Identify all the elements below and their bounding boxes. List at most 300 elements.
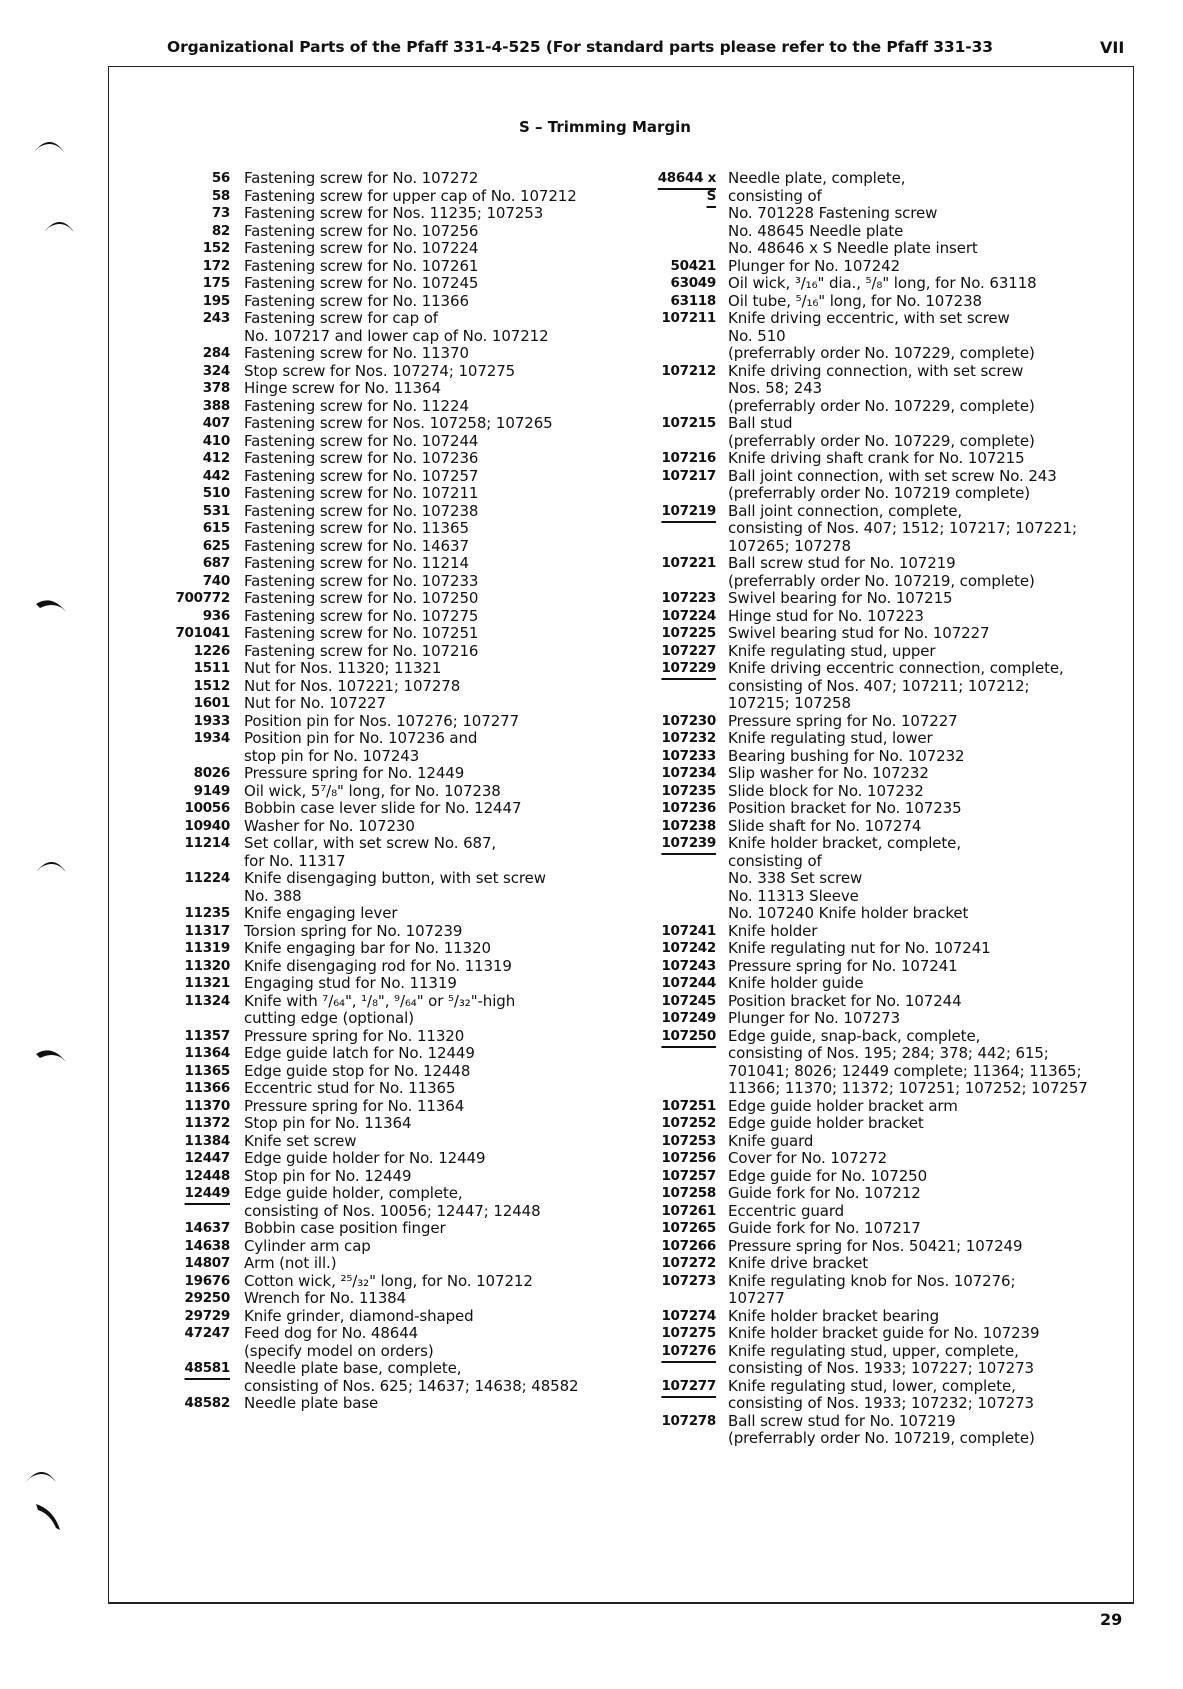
part-number: 11320 <box>184 957 230 974</box>
parts-list-entry <box>150 940 620 958</box>
part-number: 10056 <box>184 800 230 816</box>
part-number: 107257 <box>661 1167 716 1184</box>
parts-list-entry <box>150 1185 620 1220</box>
part-number: 107253 <box>661 1132 716 1149</box>
part-number: 107225 <box>661 625 716 641</box>
parts-list-entry <box>150 573 620 591</box>
part-number: 1601 <box>193 695 230 711</box>
part-description: Nut for No. 107227 <box>244 694 386 712</box>
part-number: 48581 <box>184 1360 230 1376</box>
parts-list-entry <box>648 765 1088 783</box>
parts-list-entry <box>648 468 1088 503</box>
part-number: 107275 <box>661 1325 716 1341</box>
parts-list-entry <box>648 958 1088 976</box>
parts-list-entry <box>150 608 620 626</box>
parts-list-entry <box>648 555 1088 590</box>
part-description: Fastening screw for No. 107224 <box>244 239 479 257</box>
parts-list-entry <box>150 380 620 398</box>
part-description: Knife disengaging rod for No. 11319 <box>244 956 512 975</box>
parts-list-entry <box>150 345 620 363</box>
part-description: Ball joint connection, complete, consisting of Nos. 407; 1512; 107217; 107221; 107265; 107278 <box>728 501 1077 555</box>
part-description: Stop pin for No. 11364 <box>244 1114 412 1132</box>
parts-list-entry <box>648 310 1088 363</box>
part-number: 412 <box>202 450 230 466</box>
part-number: 11317 <box>184 922 230 939</box>
part-description: Wrench for No. 11384 <box>244 1289 407 1307</box>
part-number: 11357 <box>184 1027 230 1044</box>
part-description: Cotton wick, ²⁵/₃₂" long, for No. 107212 <box>244 1271 533 1290</box>
parts-list-entry <box>648 835 1088 923</box>
parts-list-entry <box>648 818 1088 836</box>
parts-list-entry <box>648 1273 1088 1308</box>
parts-list-entry <box>150 835 620 870</box>
parts-list-entry <box>150 923 620 941</box>
part-number: 107276 <box>661 1342 716 1359</box>
part-number: 11365 <box>184 1062 230 1079</box>
part-description: Hinge stud for No. 107223 <box>728 606 924 625</box>
parts-list-entry <box>648 643 1088 661</box>
part-number: 107252 <box>661 1115 716 1131</box>
part-number: 9149 <box>193 782 230 799</box>
part-number: 107251 <box>661 1097 716 1114</box>
part-description: Fastening screw for No. 107236 <box>244 449 479 467</box>
parts-list-entry <box>150 643 620 661</box>
parts-list-entry <box>150 1045 620 1063</box>
part-description: Ball stud (preferrably order No. 107229, complete) <box>728 414 1035 450</box>
parts-list-entry <box>648 258 1088 276</box>
parts-list-entry <box>648 1413 1088 1448</box>
parts-list-entry <box>150 1255 620 1273</box>
part-description: Needle plate, complete, consisting of No. 701228 Fastening screw No. 48645 Needle plate No. 48646 x S Needle plate insert <box>728 169 978 257</box>
part-number: 172 <box>202 257 230 274</box>
part-description: Swivel bearing stud for No. 107227 <box>728 624 990 642</box>
part-number: 243 <box>202 310 230 326</box>
part-number: 48582 <box>184 1395 230 1411</box>
part-description: Torsion spring for No. 107239 <box>244 921 463 940</box>
part-description: Knife holder bracket, complete, consisting of No. 338 Set screw No. 11313 Sleeve No. 107240 Knife holder bracket <box>728 834 969 922</box>
part-description: Fastening screw for No. 107216 <box>244 641 479 660</box>
part-description: Oil wick, 5⁷/₈" long, for No. 107238 <box>244 781 501 800</box>
parts-list-entry <box>648 1308 1088 1326</box>
part-number: 175 <box>202 275 230 291</box>
part-description: Guide fork for No. 107217 <box>728 1219 921 1237</box>
part-number: 107273 <box>661 1272 716 1289</box>
part-number: 107235 <box>661 782 716 799</box>
parts-list-entry <box>150 870 620 905</box>
part-number: 11324 <box>184 992 230 1009</box>
part-number: 47247 <box>184 1325 230 1341</box>
part-number: 324 <box>202 362 230 379</box>
part-description: Knife regulating stud, lower, complete, consisting of Nos. 1933; 107232; 107273 <box>728 1376 1034 1412</box>
part-number: 48644 x S <box>657 170 716 204</box>
part-description: Fastening screw for cap of No. 107217 and lower cap of No. 107212 <box>244 309 549 345</box>
part-number: 14807 <box>184 1255 230 1271</box>
part-description: Knife grinder, diamond-shaped <box>244 1306 474 1325</box>
part-description: Bobbin case position finger <box>244 1219 446 1237</box>
part-number: 58 <box>211 187 230 204</box>
part-number: 107212 <box>661 362 716 379</box>
parts-list-entry <box>150 765 620 783</box>
part-number: 107261 <box>661 1202 716 1219</box>
part-description: Knife disengaging button, with set screw No. 388 <box>244 869 546 905</box>
parts-list-entry <box>648 1378 1088 1413</box>
part-description: Needle plate base, complete, consisting of Nos. 625; 14637; 14638; 48582 <box>244 1359 579 1395</box>
parts-list-entry <box>150 485 620 503</box>
part-number: 107233 <box>661 747 716 764</box>
parts-list-right-column <box>648 170 1088 1448</box>
part-number: 107216 <box>661 450 716 466</box>
part-number: 107242 <box>661 940 716 956</box>
part-description: Fastening screw for No. 11370 <box>244 344 469 362</box>
part-description: Fastening screw for No. 107245 <box>244 274 479 292</box>
part-description: Fastening screw for No. 107261 <box>244 256 479 275</box>
section-title: S – Trimming Margin <box>519 118 691 136</box>
part-number: 107221 <box>661 555 716 571</box>
part-number: 56 <box>211 170 230 186</box>
part-description: Washer for No. 107230 <box>244 816 415 835</box>
part-description: Knife holder bracket guide for No. 107239 <box>728 1324 1040 1342</box>
parts-list-left-column <box>150 170 620 1413</box>
part-number: 1512 <box>193 677 230 694</box>
parts-list-entry <box>150 818 620 836</box>
part-number: 936 <box>202 607 230 624</box>
parts-list-entry <box>648 1343 1088 1378</box>
binder-mark-icon <box>22 1460 62 1490</box>
part-description: Fastening screw for No. 107233 <box>244 571 479 590</box>
part-number: 700772 <box>175 590 230 606</box>
part-number: 107244 <box>661 975 716 991</box>
part-number: 14638 <box>184 1237 230 1254</box>
part-description: Fastening screw for No. 107250 <box>244 589 479 607</box>
part-number: 107250 <box>661 1027 716 1044</box>
part-description: Pressure spring for No. 11320 <box>244 1026 465 1045</box>
part-number: 107211 <box>661 310 716 326</box>
part-number: 11366 <box>184 1080 230 1096</box>
parts-list-entry <box>648 625 1088 643</box>
parts-list-entry <box>648 1010 1088 1028</box>
part-description: Fastening screw for No. 11366 <box>244 291 469 310</box>
part-number: 11319 <box>184 940 230 956</box>
part-description: Slide block for No. 107232 <box>728 781 924 800</box>
part-number: 107238 <box>661 817 716 834</box>
part-number: 11214 <box>184 835 230 851</box>
parts-list-entry <box>150 275 620 293</box>
part-description: Knife regulating stud, upper <box>728 641 936 660</box>
parts-list-entry <box>150 240 620 258</box>
binder-mark-icon <box>30 130 70 160</box>
part-number: 407 <box>202 415 230 431</box>
parts-list-entry <box>150 1080 620 1098</box>
part-number: 442 <box>202 467 230 484</box>
part-number: 107234 <box>661 765 716 781</box>
parts-list-entry <box>648 748 1088 766</box>
part-description: Fastening screw for No. 107272 <box>244 169 479 187</box>
parts-list-entry <box>150 713 620 731</box>
part-number: 8026 <box>193 765 230 781</box>
part-number: 11384 <box>184 1132 230 1149</box>
part-number: 11364 <box>184 1045 230 1061</box>
part-description: Eccentric stud for No. 11365 <box>244 1079 456 1097</box>
part-number: 107215 <box>661 415 716 431</box>
part-description: Ball screw stud for No. 107219 (preferrably order No. 107219, complete) <box>728 554 1035 590</box>
part-description: Edge guide holder for No. 12449 <box>244 1149 486 1167</box>
parts-list-entry <box>150 1220 620 1238</box>
part-description: Knife driving shaft crank for No. 107215 <box>728 449 1025 467</box>
part-description: Fastening screw for No. 14637 <box>244 536 469 555</box>
parts-list-entry <box>150 1115 620 1133</box>
part-description: Knife with ⁷/₆₄", ¹/₈", ⁹/₆₄" or ⁵/₃₂"-high cutting edge (optional) <box>244 991 516 1027</box>
part-description: Knife holder <box>728 921 818 940</box>
parts-list-entry <box>150 660 620 678</box>
part-number: 11370 <box>184 1097 230 1114</box>
parts-list-entry <box>648 660 1088 713</box>
part-number: 1933 <box>193 712 230 729</box>
part-number: 29250 <box>184 1290 230 1306</box>
part-description: Fastening screw for No. 107238 <box>244 501 479 520</box>
part-number: 107230 <box>661 712 716 729</box>
part-number: 107224 <box>661 607 716 624</box>
part-description: Pressure spring for No. 12449 <box>244 764 465 782</box>
part-description: Pressure spring for Nos. 50421; 107249 <box>728 1236 1023 1255</box>
part-description: Knife engaging lever <box>244 904 398 922</box>
parts-list-entry <box>150 993 620 1028</box>
part-description: Slip washer for No. 107232 <box>728 764 929 782</box>
part-description: Position bracket for No. 107244 <box>728 991 962 1010</box>
part-description: Knife driving eccentric, with set screw No. 510 (preferrably order No. 107229, complete) <box>728 309 1035 362</box>
part-number: 73 <box>211 205 230 221</box>
parts-list-entry <box>648 1115 1088 1133</box>
part-number: 152 <box>202 240 230 256</box>
parts-list-entry <box>150 223 620 241</box>
parts-list-entry <box>648 1185 1088 1203</box>
part-description: Plunger for No. 107273 <box>728 1009 901 1027</box>
part-number: 107258 <box>661 1185 716 1201</box>
part-number: 10940 <box>184 817 230 834</box>
parts-list-entry <box>150 783 620 801</box>
binder-mark-icon <box>32 590 72 620</box>
parts-list-entry <box>150 450 620 468</box>
part-description: Fastening screw for Nos. 11235; 107253 <box>244 204 544 222</box>
part-number: 82 <box>211 222 230 239</box>
part-number: 107272 <box>661 1255 716 1271</box>
parts-list-entry <box>150 188 620 206</box>
part-description: Hinge screw for No. 11364 <box>244 379 441 397</box>
part-number: 12449 <box>184 1185 230 1201</box>
parts-list-entry <box>648 923 1088 941</box>
part-number: 107256 <box>661 1150 716 1166</box>
part-description: Fastening screw for No. 11214 <box>244 554 469 572</box>
part-number: 531 <box>202 502 230 519</box>
parts-list-entry <box>648 975 1088 993</box>
part-description: Feed dog for No. 48644 (specify model on orders) <box>244 1324 434 1360</box>
part-number: 1934 <box>193 730 230 746</box>
parts-list-entry <box>150 958 620 976</box>
parts-list-entry <box>150 398 620 416</box>
part-number: 11235 <box>184 905 230 921</box>
part-number: 107232 <box>661 730 716 746</box>
part-number: 19676 <box>184 1272 230 1289</box>
page-header-title: Organizational Parts of the Pfaff 331-4-525 (For standard parts please refer to the Pfaff 331-33 <box>167 38 993 56</box>
part-description: Pressure spring for No. 107227 <box>728 711 958 730</box>
part-description: Fastening screw for No. 107256 <box>244 221 479 240</box>
part-description: Arm (not ill.) <box>244 1254 337 1272</box>
parts-list-entry <box>150 1238 620 1256</box>
part-description: Fastening screw for No. 11224 <box>244 396 469 415</box>
part-number: 63118 <box>670 292 716 309</box>
parts-list-entry <box>150 170 620 188</box>
parts-list-entry <box>150 1098 620 1116</box>
parts-list-entry <box>150 800 620 818</box>
part-number: 14637 <box>184 1220 230 1236</box>
page-number: 29 <box>1100 1610 1123 1629</box>
parts-list-entry <box>150 1028 620 1046</box>
parts-list-entry <box>150 363 620 381</box>
part-description: Ball screw stud for No. 107219 (preferrably order No. 107219, complete) <box>728 1411 1035 1447</box>
part-description: Engaging stud for No. 11319 <box>244 974 457 992</box>
part-number: 107223 <box>661 590 716 606</box>
parts-list-entry <box>648 940 1088 958</box>
part-description: Slide shaft for No. 107274 <box>728 816 922 835</box>
part-number: 107249 <box>661 1010 716 1026</box>
part-description: Knife driving connection, with set screw Nos. 58; 243 (preferrably order No. 107229, complete) <box>728 361 1035 415</box>
part-description: Oil tube, ⁵/₁₆" long, for No. 107238 <box>728 291 982 310</box>
part-number: 107265 <box>661 1220 716 1236</box>
parts-list-entry <box>150 1308 620 1326</box>
part-description: Edge guide, snap-back, complete, consisting of Nos. 195; 284; 378; 442; 615; 701041; 8026; 12449 complete; 11364; 11365; 11366; 11370; 11372; 107251; 107252; 107257 <box>728 1026 1088 1097</box>
parts-list-entry <box>150 503 620 521</box>
part-number: 410 <box>202 432 230 449</box>
part-description: Oil wick, ³/₁₆" dia., ⁵/₈" long, for No. 63118 <box>728 274 1037 292</box>
parts-list-entry <box>150 520 620 538</box>
part-description: Needle plate base <box>244 1394 379 1412</box>
parts-list-entry <box>648 590 1088 608</box>
parts-list-entry <box>150 468 620 486</box>
binder-mark-icon <box>40 210 80 240</box>
parts-list-entry <box>648 713 1088 731</box>
part-number: 378 <box>202 380 230 396</box>
part-description: Stop pin for No. 12449 <box>244 1166 412 1185</box>
part-description: Knife regulating nut for No. 107241 <box>728 939 991 957</box>
part-description: Fastening screw for No. 107251 <box>244 624 479 642</box>
part-number: 107243 <box>661 957 716 974</box>
parts-list-entry <box>150 1325 620 1360</box>
parts-list-entry <box>648 415 1088 450</box>
part-description: Knife holder bracket bearing <box>728 1306 939 1325</box>
part-number: 107266 <box>661 1237 716 1254</box>
parts-list-entry <box>150 310 620 345</box>
parts-list-entry <box>648 783 1088 801</box>
part-description: Stop screw for Nos. 107274; 107275 <box>244 361 516 380</box>
part-number: 701041 <box>175 625 230 641</box>
binder-mark-icon <box>32 1040 72 1070</box>
parts-list-entry <box>648 170 1088 258</box>
frame-bottom-rule <box>108 1602 1134 1604</box>
part-description: Knife engaging bar for No. 11320 <box>244 939 491 957</box>
parts-list-entry <box>150 905 620 923</box>
part-number: 107236 <box>661 800 716 816</box>
part-description: Swivel bearing for No. 107215 <box>728 589 953 607</box>
parts-list-entry <box>150 1063 620 1081</box>
part-number: 11321 <box>184 975 230 991</box>
parts-list-entry <box>648 450 1088 468</box>
part-number: 107217 <box>661 467 716 484</box>
parts-list-entry <box>150 1168 620 1186</box>
parts-list-entry <box>648 730 1088 748</box>
part-number: 107241 <box>661 922 716 939</box>
parts-list-entry <box>648 608 1088 626</box>
part-number: 107278 <box>661 1412 716 1429</box>
part-description: Fastening screw for Nos. 107258; 107265 <box>244 414 553 432</box>
parts-list-entry <box>648 800 1088 818</box>
parts-list-entry <box>648 1098 1088 1116</box>
part-description: Nut for Nos. 107221; 107278 <box>244 676 461 695</box>
parts-list-entry <box>648 1255 1088 1273</box>
parts-list-entry <box>648 1220 1088 1238</box>
part-description: Fastening screw for No. 107275 <box>244 606 479 625</box>
part-description: Edge guide holder bracket <box>728 1114 924 1132</box>
parts-list-entry <box>150 975 620 993</box>
part-number: 11372 <box>184 1115 230 1131</box>
part-number: 12448 <box>184 1167 230 1184</box>
part-description: Knife regulating stud, upper, complete, consisting of Nos. 1933; 107227; 107273 <box>728 1341 1034 1377</box>
part-number: 11224 <box>184 870 230 886</box>
part-description: Set collar, with set screw No. 687, for No. 11317 <box>244 834 497 870</box>
part-description: Knife drive bracket <box>728 1254 869 1272</box>
part-description: Bobbin case lever slide for No. 12447 <box>244 799 522 817</box>
part-description: Bearing bushing for No. 107232 <box>728 746 965 765</box>
part-description: Cover for No. 107272 <box>728 1149 888 1167</box>
part-description: Position bracket for No. 107235 <box>728 799 962 817</box>
parts-list-entry <box>150 415 620 433</box>
part-number: 107239 <box>661 835 716 851</box>
parts-list-entry <box>648 1325 1088 1343</box>
part-description: Knife regulating knob for Nos. 107276; 107277 <box>728 1271 1016 1307</box>
part-number: 740 <box>202 572 230 589</box>
parts-list-entry <box>150 590 620 608</box>
parts-list-entry <box>648 363 1088 416</box>
part-number: 388 <box>202 397 230 414</box>
part-description: Fastening screw for No. 107211 <box>244 484 479 502</box>
part-number: 625 <box>202 537 230 554</box>
part-description: Pressure spring for No. 11364 <box>244 1096 465 1115</box>
parts-list-entry <box>150 1395 620 1413</box>
part-number: 29729 <box>184 1307 230 1324</box>
part-description: Fastening screw for No. 107244 <box>244 431 479 450</box>
parts-list-entry <box>150 678 620 696</box>
part-number: 107219 <box>661 502 716 519</box>
part-number: 50421 <box>670 257 716 274</box>
part-description: Position pin for Nos. 107276; 107277 <box>244 711 520 730</box>
parts-list-entry <box>150 258 620 276</box>
part-description: Pressure spring for No. 107241 <box>728 956 958 975</box>
part-description: Edge guide stop for No. 12448 <box>244 1061 471 1080</box>
parts-list-entry <box>150 1273 620 1291</box>
part-number: 1226 <box>193 642 230 659</box>
parts-list-entry <box>150 293 620 311</box>
parts-list-entry <box>648 1203 1088 1221</box>
parts-list-entry <box>648 275 1088 293</box>
parts-list-entry <box>150 625 620 643</box>
part-description: Ball joint connection, with set screw No. 243 (preferrably order No. 107219 complete) <box>728 466 1057 502</box>
parts-list-entry <box>648 503 1088 556</box>
parts-list-entry <box>150 695 620 713</box>
parts-list-entry <box>150 730 620 765</box>
part-description: Edge guide holder, complete, consisting of Nos. 10056; 12447; 12448 <box>244 1184 541 1220</box>
part-number: 195 <box>202 292 230 309</box>
parts-list-entry <box>150 1150 620 1168</box>
parts-list-entry <box>648 1028 1088 1098</box>
parts-list-entry <box>150 433 620 451</box>
